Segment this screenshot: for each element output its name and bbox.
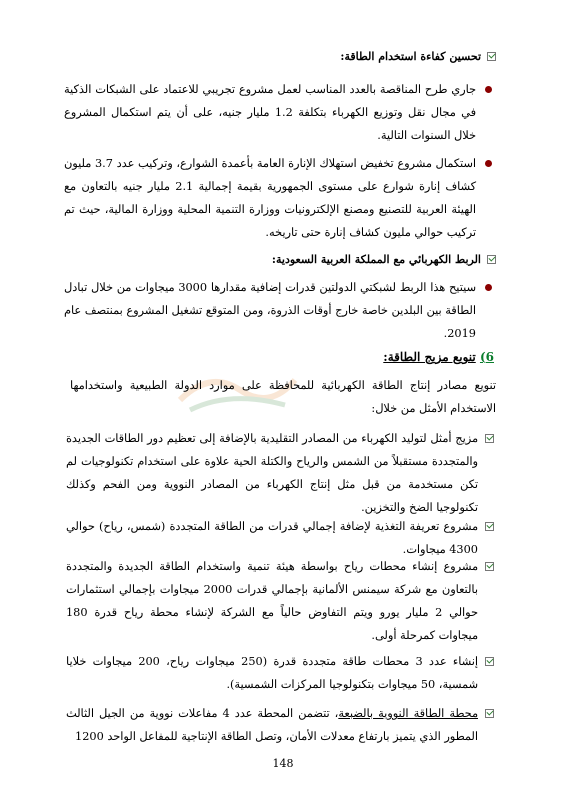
list-item — [66, 650, 494, 696]
bullet-text: سيتيح هذا الربط لشبكتي الدولتين قدرات إضافية مقدارها 3000 ميجاوات من خلال تبادل الطاقة بين البلدين خاصة خارج أوقات الذروة، ومن المتوقع تشغيل المشروع بمنتصف عام 2019. — [64, 281, 476, 340]
checkbox-icon — [487, 52, 496, 61]
list-item — [66, 702, 494, 748]
heading-saudi-text: الربط الكهربائي مع المملكة العربية السعودية: — [271, 253, 481, 266]
checkbox-icon — [485, 709, 494, 718]
bullet-dot-icon — [485, 86, 492, 93]
bullet-text: جاري طرح المناقصة بالعدد المناسب لعمل مشروع تجريبي للاعتماد على الشبكات الذكية في مجال نقل وتوزيع الكهرباء بتكلفة 1.2 مليار جنيه، على أن يتم استكمال المشروع خلال السنوات التالية. — [64, 83, 476, 142]
checkbox-icon — [485, 657, 494, 666]
bullet-text: استكمال مشروع تخفيض استهلاك الإنارة العامة بأعمدة الشوارع، وتركيب عدد 3.7 مليون كشاف إنارة شوارع على مستوى الجمهورية بقيمة إجمالية 2.1 مليار جنيه بالتعاون مع الهيئة العربية للتصنيع ومصنع الإلكترونيات ووزارة التنمية المحلية ووزارة المالية، حيث تم تركيب حوالي مليون كشاف إنارة حتى تاريخه. — [64, 157, 476, 239]
bullet-item — [64, 276, 494, 345]
heading-saudi — [272, 253, 496, 266]
section-title — [383, 350, 494, 364]
section-title-text: تنويع مزيج الطاقة: — [383, 350, 476, 364]
list-item-text: مشروع إنشاء محطات رياح بواسطة هيئة تنمية واستخدام الطاقة الجديدة والمتجددة بالتعاون مع شركة سيمنس الألمانية بإجمالي قدرات 2000 ميجاوات بإجمالي استثمارات حوالي 2 مليار يورو ويتم التفاوض حالياً مع الشركة لإنشاء محطة رياح قدرة 180 ميجاوات كمرحلة أولى. — [66, 560, 478, 642]
section-intro — [70, 374, 496, 420]
checkbox-icon — [485, 434, 494, 443]
heading-efficiency-text: تحسين كفاءة استخدام الطاقة: — [340, 50, 481, 63]
list-item — [66, 555, 494, 647]
list-item-text: ، تتضمن المحطة عدد 4 مفاعلات نووية من الجيل الثالث — [66, 707, 339, 720]
bullet-dot-icon — [485, 284, 492, 291]
list-item-text: مشروع تعريفة التغذية لإضافة إجمالي قدرات من الطاقة المتجددة (شمس، رياح) حوالي 4300 ميجاوات. — [66, 520, 478, 556]
checkbox-icon — [485, 522, 494, 531]
list-item-text: إنشاء عدد 3 محطات طاقة متجددة قدرة (250 ميجاوات رياح، 200 ميجاوات خلايا شمسية، 50 ميجاوات بتكنولوجيا المركزات الشمسية). — [66, 655, 479, 691]
section-number: 6) — [479, 350, 494, 364]
bullet-item — [64, 152, 494, 244]
heading-efficiency — [340, 50, 496, 63]
list-item-underlined-text: محطة الطاقة النووية بالضبعة — [338, 707, 478, 720]
page-number: 148 — [272, 757, 294, 770]
list-item-text: المطور الذي يتميز بارتفاع معدلات الأمان، وتصل الطاقة الإنتاجية للمفاعل الواحد 1200 — [75, 730, 478, 743]
list-item-text: مزيج أمثل لتوليد الكهرباء من المصادر التقليدية بالإضافة إلى تعظيم دور الطاقات الجديدة والمتجددة مستقبلاً من الشمس والرياح والكتلة الحية علاوة على استخدام تكنولوجيات لم تكن مستخدمة من قبل مثل إنتاج الكهرباء من المصادر النووية ومن الفحم وكذلك تكنولوجيا الضخ والتخزين. — [66, 432, 478, 514]
list-item — [66, 427, 494, 519]
bullet-item — [64, 78, 494, 147]
section-intro-text: تنويع مصادر إنتاج الطاقة الكهربائية للمحافظة على موارد الدولة الطبيعية واستخدامها الاستخدام الأمثل من خلال: — [70, 379, 496, 415]
checkbox-icon — [485, 562, 494, 571]
bullet-dot-icon — [485, 160, 492, 167]
checkbox-icon — [487, 255, 496, 264]
